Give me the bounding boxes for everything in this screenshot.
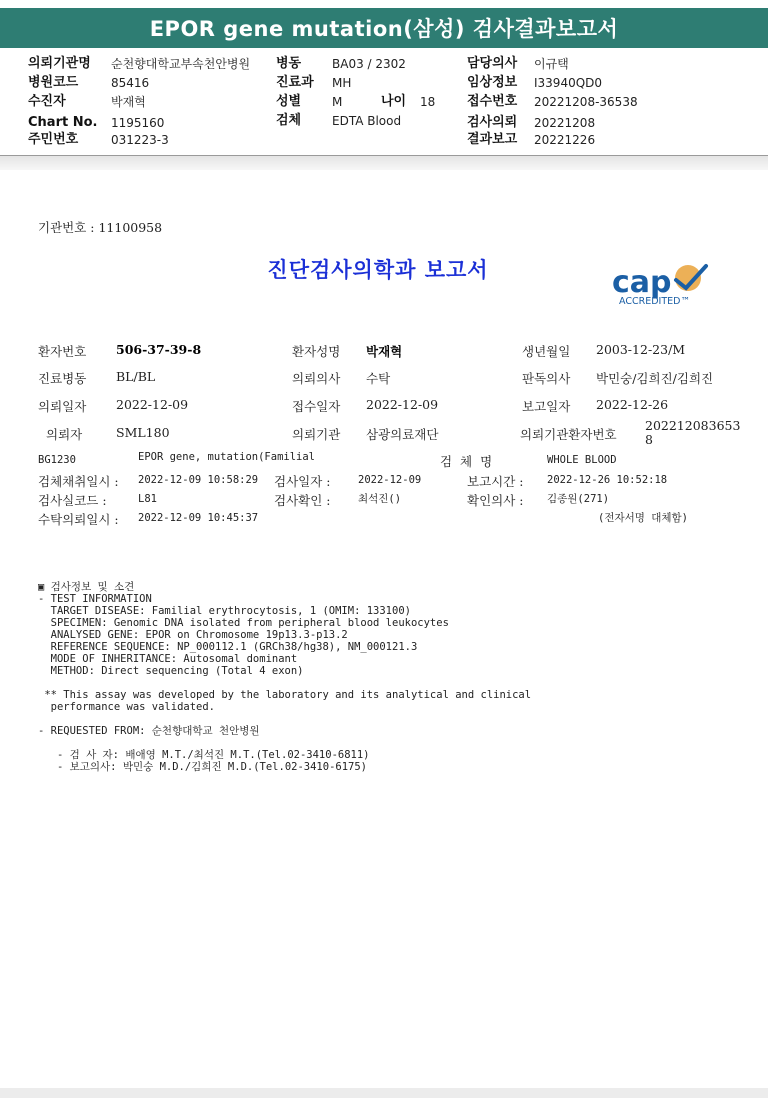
hdr-label-chart-no: Chart No. <box>28 115 98 130</box>
cap-accredited-logo <box>606 262 718 312</box>
bottom-band <box>0 1088 768 1098</box>
cap-logo-text: cap <box>612 265 672 300</box>
hdr-label-result-report: 결과보고 <box>467 132 518 147</box>
body-line: ** This assay was developed by the laboratory and its analytical and clinical <box>38 689 532 701</box>
ward-value: BL/BL <box>116 369 156 384</box>
patient-no-value: 506-37-39-8 <box>116 342 202 357</box>
report-date-value: 2022-12-26 <box>596 397 669 412</box>
hdr-label-department: 진료과 <box>276 75 314 90</box>
cap-logo-subtext: ACCREDITED™ <box>619 296 690 307</box>
test-info-body <box>38 581 531 773</box>
hdr-label-resident-no: 주민번호 <box>28 132 79 147</box>
req-inst-pt-value-line2: 8 <box>645 432 653 447</box>
test-name: EPOR gene, mutation(Familial <box>138 451 316 463</box>
recv-date-label: 접수일자 <box>292 399 341 414</box>
lab-code-value: L81 <box>138 493 157 505</box>
patient-name-value: 박재혁 <box>366 344 403 359</box>
outsource-label: 수탁의뢰일시 : <box>38 512 119 527</box>
hdr-label-doctor: 담당의사 <box>467 56 518 71</box>
body-line <box>38 677 531 689</box>
test-date-label: 검사일자 : <box>274 474 331 489</box>
specimen-value: WHOLE BLOOD <box>547 454 617 466</box>
requester-label: 의뢰자 <box>46 427 83 442</box>
lab-report-title: 진단검사의학과 보고서 <box>267 258 489 282</box>
hdr-value-institution: 순천향대학교부속천안병원 <box>111 57 251 71</box>
test-confirm-value: 최석진() <box>358 493 402 505</box>
req-date-label: 의뢰일자 <box>38 399 87 414</box>
body-line: METHOD: Direct sequencing (Total 4 exon) <box>38 665 304 677</box>
body-line <box>38 713 531 725</box>
body-line: MODE OF INHERITANCE: Autosomal dominant <box>38 653 298 665</box>
body-line: ANALYSED GENE: EPOR on Chromosome 19p13.3-p13.2 <box>38 629 348 641</box>
req-inst-value: 삼광의료재단 <box>366 427 439 442</box>
body-line <box>38 737 531 749</box>
hdr-value-age: 18 <box>420 95 436 109</box>
body-line: ▣ 검사정보 및 소견 <box>38 581 135 593</box>
hdr-label-institution: 의뢰기관명 <box>28 56 91 71</box>
report-date-label: 보고일자 <box>522 399 571 414</box>
hdr-label-ward: 병동 <box>276 56 302 71</box>
requester-value: SML180 <box>116 425 170 440</box>
body-line: - 검 사 자: 배애영 M.T./최석진 M.T.(Tel.02-3410-6811) <box>38 749 370 761</box>
hdr-value-hospital-code: 85416 <box>111 76 150 90</box>
hdr-label-specimen: 검체 <box>276 113 302 128</box>
hdr-value-patient: 박재혁 <box>111 95 146 109</box>
hdr-value-department: MH <box>332 76 352 90</box>
test-confirm-label: 검사확인 : <box>274 493 331 508</box>
report-time-label: 보고시간 : <box>467 474 524 489</box>
collect-value: 2022-12-09 10:58:29 <box>138 474 259 486</box>
hdr-label-sex: 성별 <box>276 94 302 109</box>
hdr-value-ward: BA03 / 2302 <box>332 57 406 71</box>
ward-label: 진료병동 <box>38 371 87 386</box>
body-line: TARGET DISEASE: Familial erythrocytosis, 1 (OMIM: 133100) <box>38 605 411 617</box>
hdr-value-receipt-no: 20221208-36538 <box>534 95 638 109</box>
specimen-label: 검 체 명 <box>440 454 495 469</box>
hdr-value-chart-no: 1195160 <box>111 116 165 130</box>
hdr-value-result-report: 20221226 <box>534 133 596 147</box>
outsource-value: 2022-12-09 10:45:37 <box>138 512 259 524</box>
body-line: performance was validated. <box>38 701 216 713</box>
hdr-value-resident-no: 031223-3 <box>111 133 169 147</box>
test-code: BG1230 <box>38 454 76 466</box>
body-line: REFERENCE SEQUENCE: NP_000112.1 (GRCh38/hg38), NM_000121.3 <box>38 641 418 653</box>
collect-label: 검체채취일시 : <box>38 474 119 489</box>
recv-date-value: 2022-12-09 <box>366 397 439 412</box>
req-doctor-label: 의뢰의사 <box>292 371 341 386</box>
dob-value: 2003-12-23/M <box>596 342 686 357</box>
hdr-label-receipt-no: 접수번호 <box>467 94 518 109</box>
req-inst-label: 의뢰기관 <box>292 427 341 442</box>
hdr-value-sex: M <box>332 95 343 109</box>
hdr-label-clinical-info: 임상정보 <box>467 75 518 90</box>
hdr-value-specimen: EDTA Blood <box>332 114 402 128</box>
lab-code-label: 검사실코드 : <box>38 493 107 508</box>
body-line: - REQUESTED FROM: 순천향대학교 천안병원 <box>38 725 260 737</box>
esign-note: (전자서명 대체함) <box>598 512 688 524</box>
header-shadow-band <box>0 156 768 170</box>
hdr-label-age: 나이 <box>381 94 407 109</box>
req-doctor-value: 수탁 <box>366 371 391 386</box>
report-title-bar <box>0 8 768 48</box>
dob-label: 생년월일 <box>522 344 571 359</box>
req-inst-pt-label: 의뢰기관환자번호 <box>520 427 617 442</box>
body-line: - TEST INFORMATION <box>38 593 152 605</box>
hdr-value-doctor: 이규택 <box>534 57 569 71</box>
reading-doctor-value: 박민숭/김희진/김희진 <box>596 371 714 386</box>
reading-doctor-label: 판독의사 <box>522 371 571 386</box>
hdr-label-hospital-code: 병원코드 <box>28 75 79 90</box>
req-date-value: 2022-12-09 <box>116 397 189 412</box>
hdr-value-clinical-info: I33940QD0 <box>534 76 603 90</box>
hdr-value-test-request: 20221208 <box>534 116 596 130</box>
test-date-value: 2022-12-09 <box>358 474 422 486</box>
body-line: SPECIMEN: Genomic DNA isolated from peripheral blood leukocytes <box>38 617 449 629</box>
report-time-value: 2022-12-26 10:52:18 <box>547 474 668 486</box>
confirm-doctor-label: 확인의사 : <box>467 493 524 508</box>
report-title: EPOR gene mutation(삼성) 검사결과보고서 <box>149 17 619 41</box>
patient-no-label: 환자번호 <box>38 344 87 359</box>
patient-name-label: 환자성명 <box>292 344 341 359</box>
hdr-label-patient: 수진자 <box>28 94 66 109</box>
req-inst-pt-value-line1: 202212083653 <box>645 418 741 433</box>
institution-number: 기관번호 : 11100958 <box>38 220 163 235</box>
confirm-doctor-value: 김종원(271) <box>547 493 610 505</box>
body-line: - 보고의사: 박민숭 M.D./김희진 M.D.(Tel.02-3410-6175) <box>38 761 368 773</box>
hdr-label-test-request: 검사의뢰 <box>467 115 518 130</box>
